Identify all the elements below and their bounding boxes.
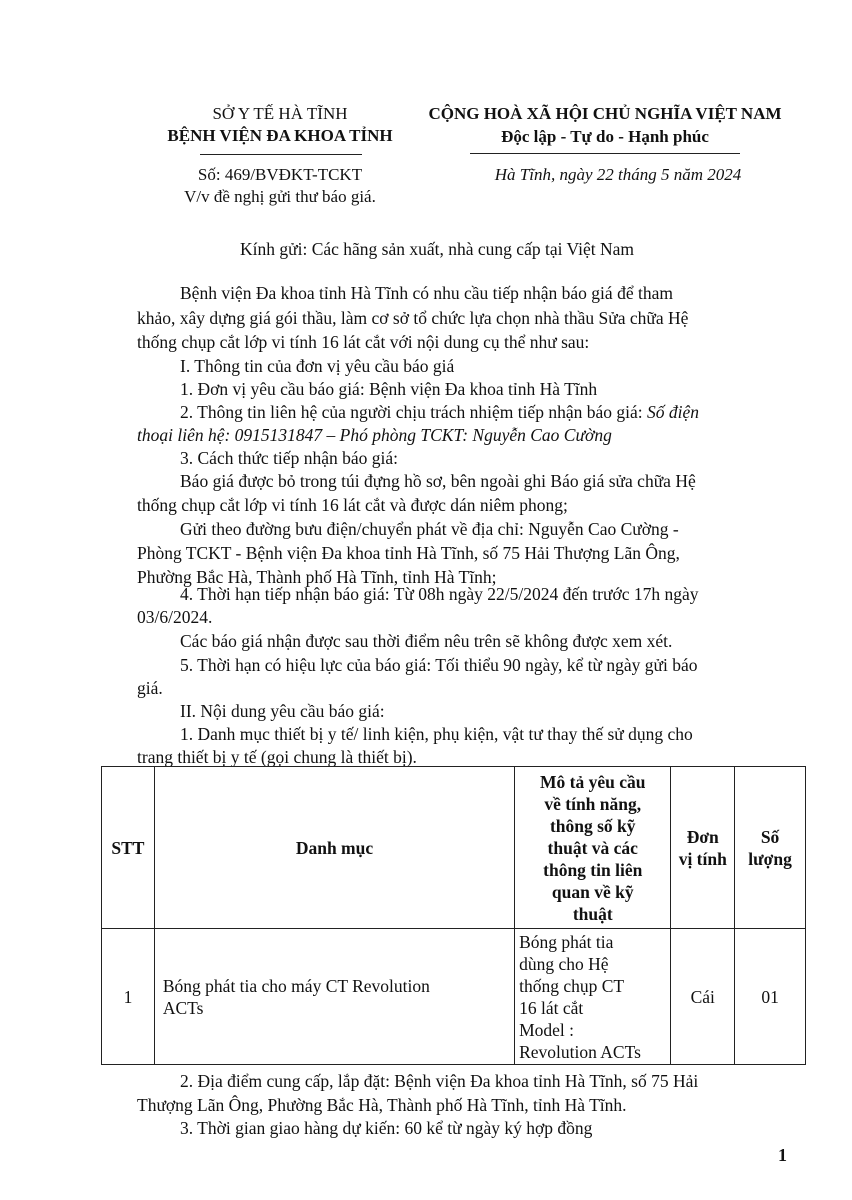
row-unit: Cái xyxy=(671,929,735,1065)
intro-line-2: khảo, xây dựng giá gói thầu, làm cơ sở tổ chức lựa chọn nhà thầu Sửa chữa Hệ xyxy=(137,308,689,328)
section-1-3-b-line-1: Gửi theo đường bưu điện/chuyển phát về địa chỉ: Nguyễn Cao Cường - xyxy=(180,519,679,539)
header-desc-line: thông tin liên xyxy=(543,859,643,880)
page-number: 1 xyxy=(778,1145,787,1165)
section-1-2-phone-label: Số điện xyxy=(646,402,699,422)
header-desc-line: thông số kỹ xyxy=(549,815,636,836)
row-desc-line: Bóng phát tia xyxy=(519,931,614,952)
section-1-1: 1. Đơn vị yêu cầu báo giá: Bệnh viện Đa khoa tỉnh Hà Tĩnh xyxy=(180,379,598,399)
section-1-2-label: 2. Thông tin liên hệ của người chịu trách nhiệm tiếp nhận báo giá: xyxy=(180,402,647,422)
doc-date: Hà Tĩnh, ngày 22 tháng 5 năm 2024 xyxy=(494,165,742,184)
row-stt: 1 xyxy=(102,929,155,1065)
section-1-3-b-line-2: Phòng TCKT - Bệnh viện Đa khoa tỉnh Hà Tĩnh, số 75 Hải Thượng Lãn Ông, xyxy=(137,543,680,563)
row-name xyxy=(154,929,514,1065)
row-desc-line: 16 lát cắt xyxy=(519,997,584,1018)
dept-name: SỞ Y TẾ HÀ TĨNH xyxy=(212,104,348,123)
row-name-line: ACTs xyxy=(162,997,204,1018)
section-1-3-a-line-1: Báo giá được bỏ trong túi đựng hồ sơ, bên ngoài ghi Báo giá sửa chữa Hệ xyxy=(180,471,696,491)
intro-line-1: Bệnh viện Đa khoa tỉnh Hà Tĩnh có nhu cầu tiếp nhận báo giá để tham xyxy=(180,283,673,303)
header-unit xyxy=(671,767,735,929)
section-1-5-line-2: giá. xyxy=(137,678,163,698)
motto-underline xyxy=(470,153,740,154)
row-desc-line: thống chụp CT xyxy=(519,975,625,996)
section-1-4-line-1: 4. Thời hạn tiếp nhận báo giá: Từ 08h ngày 22/5/2024 đến trước 17h ngày xyxy=(180,584,699,604)
section-1-4-line-2: 03/6/2024. xyxy=(137,607,213,627)
table-header-row xyxy=(102,767,806,929)
header-left xyxy=(110,103,450,147)
row-desc xyxy=(515,929,671,1065)
header-qty-line: lượng xyxy=(748,848,792,869)
header-name: Danh mục xyxy=(154,767,514,929)
header-desc-line: thuật xyxy=(572,903,613,924)
header-unit-line: Đơn xyxy=(686,826,719,847)
section-1-5-line-1: 5. Thời hạn có hiệu lực của báo giá: Tối thiểu 90 ngày, kể từ ngày gửi báo xyxy=(180,655,698,675)
header-left-underline xyxy=(200,154,362,155)
equipment-table xyxy=(101,766,806,1065)
doc-subject: V/v đề nghị gửi thư báo giá. xyxy=(184,187,376,206)
intro-line-3: thống chụp cắt lớp vi tính 16 lát cắt với nội dung cụ thể như sau: xyxy=(137,332,590,352)
section-2-2-line-1: 2. Địa điểm cung cấp, lắp đặt: Bệnh viện Đa khoa tỉnh Hà Tĩnh, số 75 Hải xyxy=(180,1071,699,1091)
section-1-2 xyxy=(180,401,699,423)
row-desc-line: Revolution ACTs xyxy=(519,1041,641,1062)
header-desc-line: về tính năng, xyxy=(544,793,642,814)
section-2-1-line-2: trang thiết bị y tế (gọi chung là thiết bị). xyxy=(137,747,417,767)
header-unit-line: vị tính xyxy=(678,848,727,869)
doc-number: Số: 469/BVĐKT-TCKT xyxy=(197,165,363,184)
section-1-3-b-line-3: Phường Bắc Hà, Thành phố Hà Tĩnh, tỉnh Hà Tĩnh; xyxy=(137,567,497,587)
header-desc-line: Mô tả yêu cầu xyxy=(540,771,646,792)
row-name-line: Bóng phát tia cho máy CT Revolution xyxy=(162,975,430,996)
header-desc xyxy=(515,767,671,929)
header-desc-line: quan về kỹ xyxy=(551,881,634,902)
section-1-2-contact: thoại liên hệ: 0915131847 – Phó phòng TCKT: Nguyễn Cao Cường xyxy=(137,425,612,445)
section-2-title: II. Nội dung yêu cầu báo giá: xyxy=(180,701,385,721)
table-row xyxy=(102,929,806,1065)
row-desc-line: dùng cho Hệ xyxy=(519,953,609,974)
nation-title: CỘNG HOÀ XÃ HỘI CHỦ NGHĨA VIỆT NAM xyxy=(428,104,782,123)
header-desc-line: thuật và các xyxy=(547,837,638,858)
row-desc-line: Model : xyxy=(519,1019,575,1040)
motto: Độc lập - Tự do - Hạnh phúc xyxy=(501,127,709,146)
section-1-4-note: Các báo giá nhận được sau thời điểm nêu trên sẽ không được xem xét. xyxy=(180,631,673,651)
section-1-title: I. Thông tin của đơn vị yêu cầu báo giá xyxy=(180,356,455,376)
header-qty xyxy=(735,767,806,929)
section-2-1-line-1: 1. Danh mục thiết bị y tế/ linh kiện, phụ kiện, vật tư thay thế sử dụng cho xyxy=(180,724,693,744)
recipient: Kính gửi: Các hãng sản xuất, nhà cung cấp tại Việt Nam xyxy=(240,239,634,259)
section-1-3: 3. Cách thức tiếp nhận báo giá: xyxy=(180,448,398,468)
section-2-2-line-2: Thượng Lãn Ông, Phường Bắc Hà, Thành phố Hà Tĩnh, tỉnh Hà Tĩnh. xyxy=(137,1095,627,1115)
header-qty-line: Số xyxy=(760,826,780,847)
section-2-3: 3. Thời gian giao hàng dự kiến: 60 kể từ ngày ký hợp đồng xyxy=(180,1118,593,1138)
section-1-3-a-line-2: thống chụp cắt lớp vi tính 16 lát cắt và được dán niêm phong; xyxy=(137,495,568,515)
row-qty: 01 xyxy=(735,929,806,1065)
hospital-name: BỆNH VIỆN ĐA KHOA TỈNH xyxy=(167,126,393,145)
header-stt: STT xyxy=(102,767,155,929)
